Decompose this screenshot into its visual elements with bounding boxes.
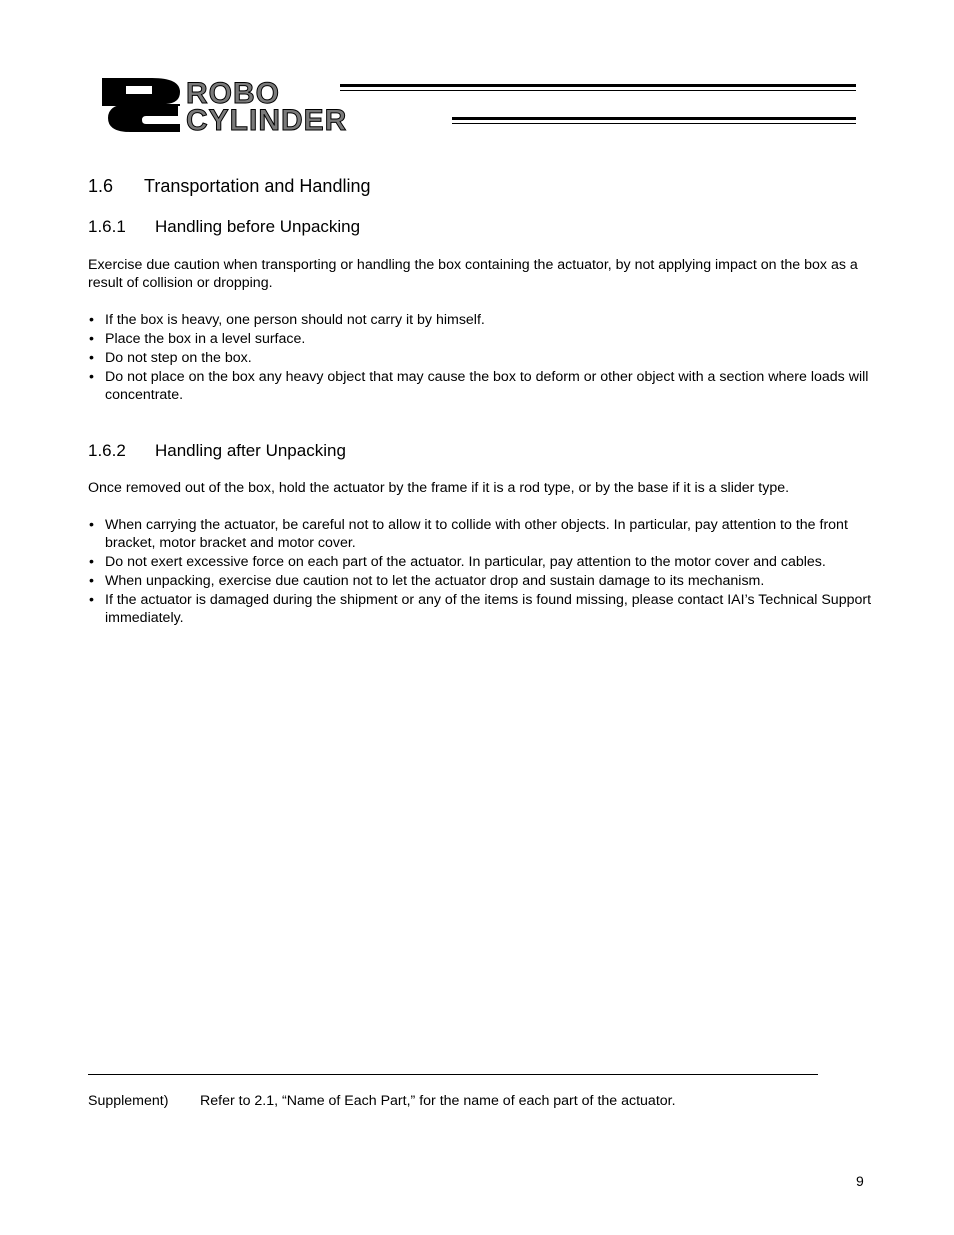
paragraph-before-unpacking: Exercise due caution when transporting or handling the box containing the actuator, by not applying impact on the box as a result of collision or dropping. (88, 257, 858, 291)
section-heading-1-6-2 (88, 441, 346, 461)
page-number: 9 (856, 1173, 864, 1189)
header-rule-top-thin (340, 90, 856, 91)
section-title: Handling before Unpacking (155, 217, 361, 236)
header-rule-top-thick (340, 84, 856, 87)
section-title: Transportation and Handling (144, 176, 371, 196)
list-item: • When unpacking, exercise due caution not to let the actuator drop and sustain damage to its mechanism. (88, 572, 878, 590)
footnote-divider (88, 1074, 818, 1075)
list-item: • Do not exert excessive force on each part of the actuator. In particular, pay attention to the motor cover and cables. (88, 553, 878, 571)
section-number: 1.6.2 (88, 441, 126, 460)
header-rule-bottom-thick (452, 117, 856, 120)
list-item: • Do not step on the box. (88, 349, 878, 367)
bullet-list-after-unpacking (88, 516, 878, 628)
supplement-text: Refer to 2.1, “Name of Each Part,” for the name of each part of the actuator. (200, 1093, 676, 1109)
section-number: 1.6.1 (88, 217, 126, 236)
logo-text-cylinder: CYLINDER (186, 104, 348, 132)
section-number: 1.6 (88, 176, 114, 196)
section-title: Handling after Unpacking (155, 441, 346, 460)
list-item: • If the box is heavy, one person should not carry it by himself. (88, 311, 878, 329)
supplement-label: Supplement) (88, 1093, 169, 1109)
section-heading-1-6 (88, 176, 370, 197)
bullet-list-before-unpacking (88, 311, 878, 405)
paragraph-after-unpacking: Once removed out of the box, hold the actuator by the frame if it is a rod type, or by the base if it is a slider type. (88, 480, 790, 496)
section-heading-1-6-1 (88, 217, 360, 237)
list-item: • Place the box in a level surface. (88, 330, 878, 348)
list-item: • If the actuator is damaged during the shipment or any of the items is found missing, please contact IAI’s Technical Support immediately. (88, 591, 878, 627)
header-rule-bottom-thin (452, 123, 856, 124)
list-item: • Do not place on the box any heavy object that may cause the box to deform or other object with a section where loads will concentrate. (88, 368, 878, 404)
list-item: • When carrying the actuator, be careful not to allow it to collide with other objects. In particular, pay attention to the front bracket, motor bracket and motor cover. (88, 516, 878, 552)
logo-text-robo: ROBO (186, 77, 280, 110)
